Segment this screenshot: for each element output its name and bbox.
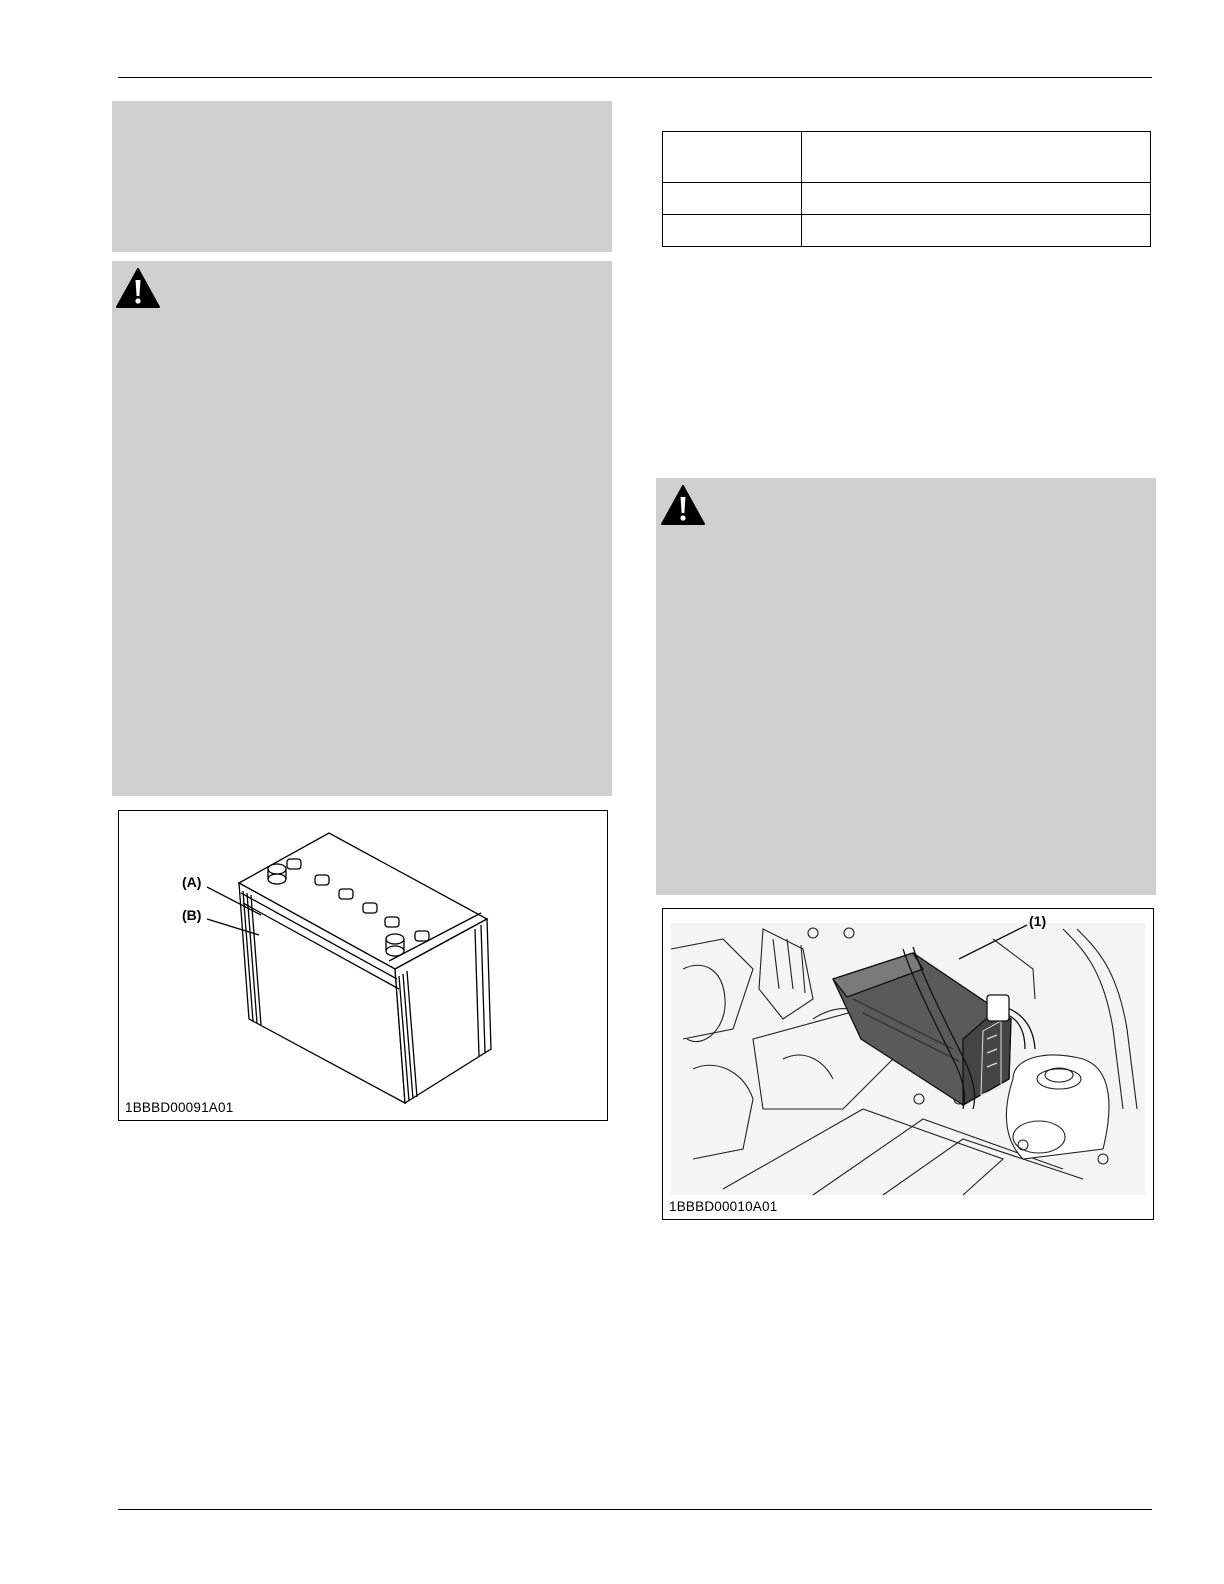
callout-1: (1)	[1029, 913, 1047, 929]
warning-triangle-icon	[660, 484, 706, 526]
note-box	[112, 101, 612, 252]
engine-bay-illustration	[663, 909, 1153, 1219]
figure-code-engine-bay: 1BBBD00010A01	[669, 1199, 780, 1214]
warning-box-left	[112, 261, 612, 796]
table-cell	[802, 215, 1151, 247]
header-rule	[118, 77, 1152, 78]
warning-triangle-icon	[115, 267, 161, 309]
table-row	[663, 215, 1151, 247]
callout-b: (B)	[182, 907, 202, 923]
footer-rule	[118, 1509, 1152, 1510]
table-row	[663, 132, 1151, 183]
table-cell	[802, 132, 1151, 183]
figure-code-battery: 1BBBD00091A01	[125, 1100, 234, 1115]
table-cell	[663, 215, 802, 247]
table-cell	[802, 183, 1151, 215]
battery-illustration	[119, 811, 607, 1120]
table-cell	[663, 183, 802, 215]
battery-figure	[118, 810, 608, 1121]
table-row	[663, 183, 1151, 215]
warning-box-right	[656, 478, 1156, 895]
engine-bay-figure	[662, 908, 1154, 1220]
table-cell	[663, 132, 802, 183]
spec-table	[662, 131, 1151, 247]
callout-a: (A)	[182, 874, 202, 890]
